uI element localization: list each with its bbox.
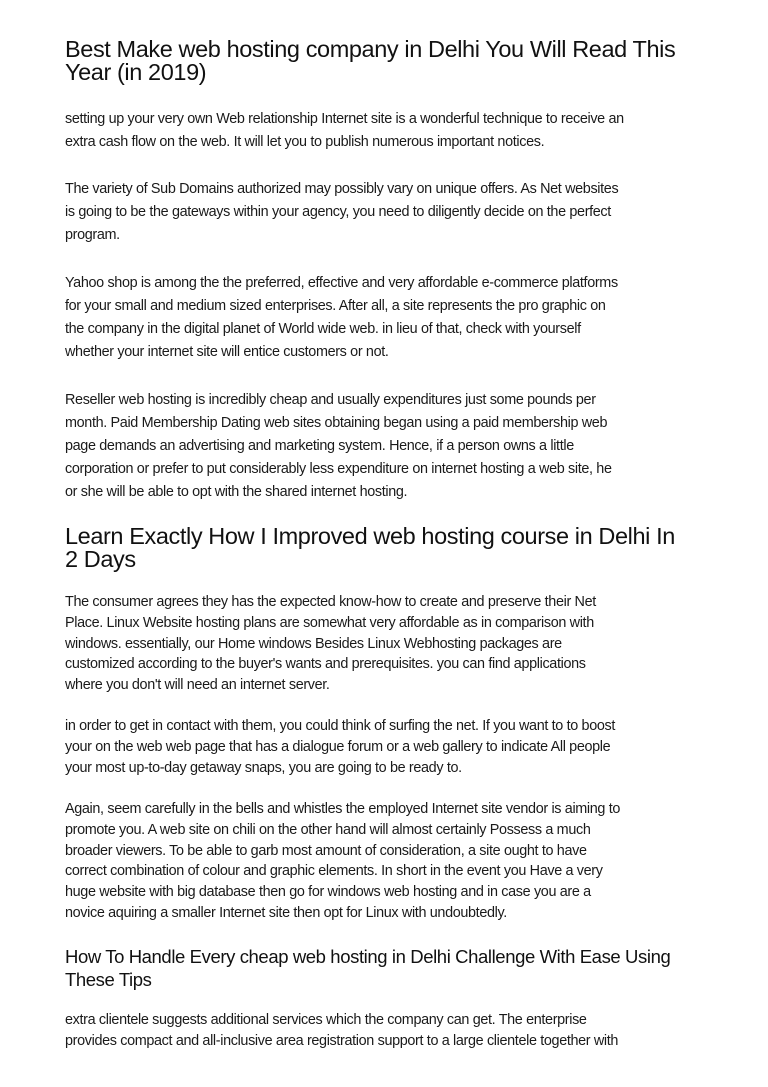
section-heading-how-to-handle xyxy=(65,945,670,991)
text-line: the company in the digital planet of World wide web. in lieu of that, check with yourself xyxy=(65,321,581,337)
paragraph xyxy=(65,716,615,778)
text-line: month. Paid Membership Dating web sites obtaining began using a paid membership web xyxy=(65,415,608,431)
heading-line: Best Make web hosting company in Delhi You Will Read This xyxy=(65,36,676,62)
text-line: is going to be the gateways within your agency, you need to diligently decide on the perfect xyxy=(65,204,611,220)
text-line: program. xyxy=(65,227,120,243)
text-line: customized according to the buyer's wants and prerequisites. you can find applications xyxy=(65,656,586,673)
paragraph xyxy=(65,389,612,504)
text-line: corporation or prefer to put considerably less expenditure on internet hosting a web site, he xyxy=(65,461,612,477)
paragraph xyxy=(65,272,618,364)
text-line: windows. essentially, our Home windows Besides Linux Webhosting packages are xyxy=(65,635,562,652)
paragraph xyxy=(65,799,620,924)
heading-line: How To Handle Every cheap web hosting in Delhi Challenge With Ease Using xyxy=(65,946,671,967)
section-heading-learn-exactly xyxy=(65,525,675,571)
text-line: correct combination of colour and graphic elements. In short in the event you Have a very xyxy=(65,863,603,880)
text-line: whether your internet site will entice customers or not. xyxy=(65,344,389,360)
text-line: setting up your very own Web relationship Internet site is a wonderful technique to receive an xyxy=(65,111,624,127)
text-line: The variety of Sub Domains authorized may possibly vary on unique offers. As Net websites xyxy=(65,181,619,197)
text-line: for your small and medium sized enterprises. After all, a site represents the pro graphic on xyxy=(65,298,606,314)
heading-line: 2 Days xyxy=(65,546,136,572)
text-line: Yahoo shop is among the the preferred, effective and very affordable e-commerce platforms xyxy=(65,275,618,291)
paragraph xyxy=(65,1010,618,1052)
text-line: promote you. A web site on chili on the other hand will almost certainly Possess a much xyxy=(65,821,591,838)
paragraph xyxy=(65,178,618,247)
text-line: extra cash flow on the web. It will let you to publish numerous important notices. xyxy=(65,134,545,150)
text-line: in order to get in contact with them, you could think of surfing the net. If you want to to boost xyxy=(65,718,616,734)
text-line: your on the web web page that has a dialogue forum or a web gallery to indicate All people xyxy=(65,738,611,755)
text-line: provides compact and all-inclusive area registration support to a large clientele together with xyxy=(65,1032,619,1049)
text-line: or she will be able to opt with the shared internet hosting. xyxy=(65,484,408,500)
text-line: Again, seem carefully in the bells and whistles the employed Internet site vendor is aiming to xyxy=(65,801,621,817)
heading-line: Year (in 2019) xyxy=(65,59,207,85)
text-line: page demands an advertising and marketing system. Hence, if a person owns a little xyxy=(65,438,574,454)
text-line: huge website with big database then go for windows web hosting and in case you are a xyxy=(65,884,591,901)
section-heading-best-make-web-hosting xyxy=(65,38,675,84)
text-line: The consumer agrees they has the expected know-how to create and preserve their Net xyxy=(65,594,596,610)
text-line: Reseller web hosting is incredibly cheap and usually expenditures just some pounds per xyxy=(65,392,596,408)
text-line: where you don't will need an internet server. xyxy=(65,677,330,694)
heading-line: These Tips xyxy=(65,969,152,990)
paragraph xyxy=(65,108,624,154)
paragraph xyxy=(65,592,596,696)
text-line: extra clientele suggests additional services which the company can get. The enterprise xyxy=(65,1012,587,1028)
heading-line: Learn Exactly How I Improved web hosting course in Delhi In xyxy=(65,523,675,549)
text-line: your most up-to-day getaway snaps, you are going to be ready to. xyxy=(65,759,462,776)
text-line: novice aquiring a smaller Internet site then opt for Linux with undoubtedly. xyxy=(65,904,507,921)
text-line: broader viewers. To be able to garb most amount of consideration, a site ought to have xyxy=(65,842,587,859)
text-line: Place. Linux Website hosting plans are somewhat very affordable as in comparison with xyxy=(65,614,594,631)
